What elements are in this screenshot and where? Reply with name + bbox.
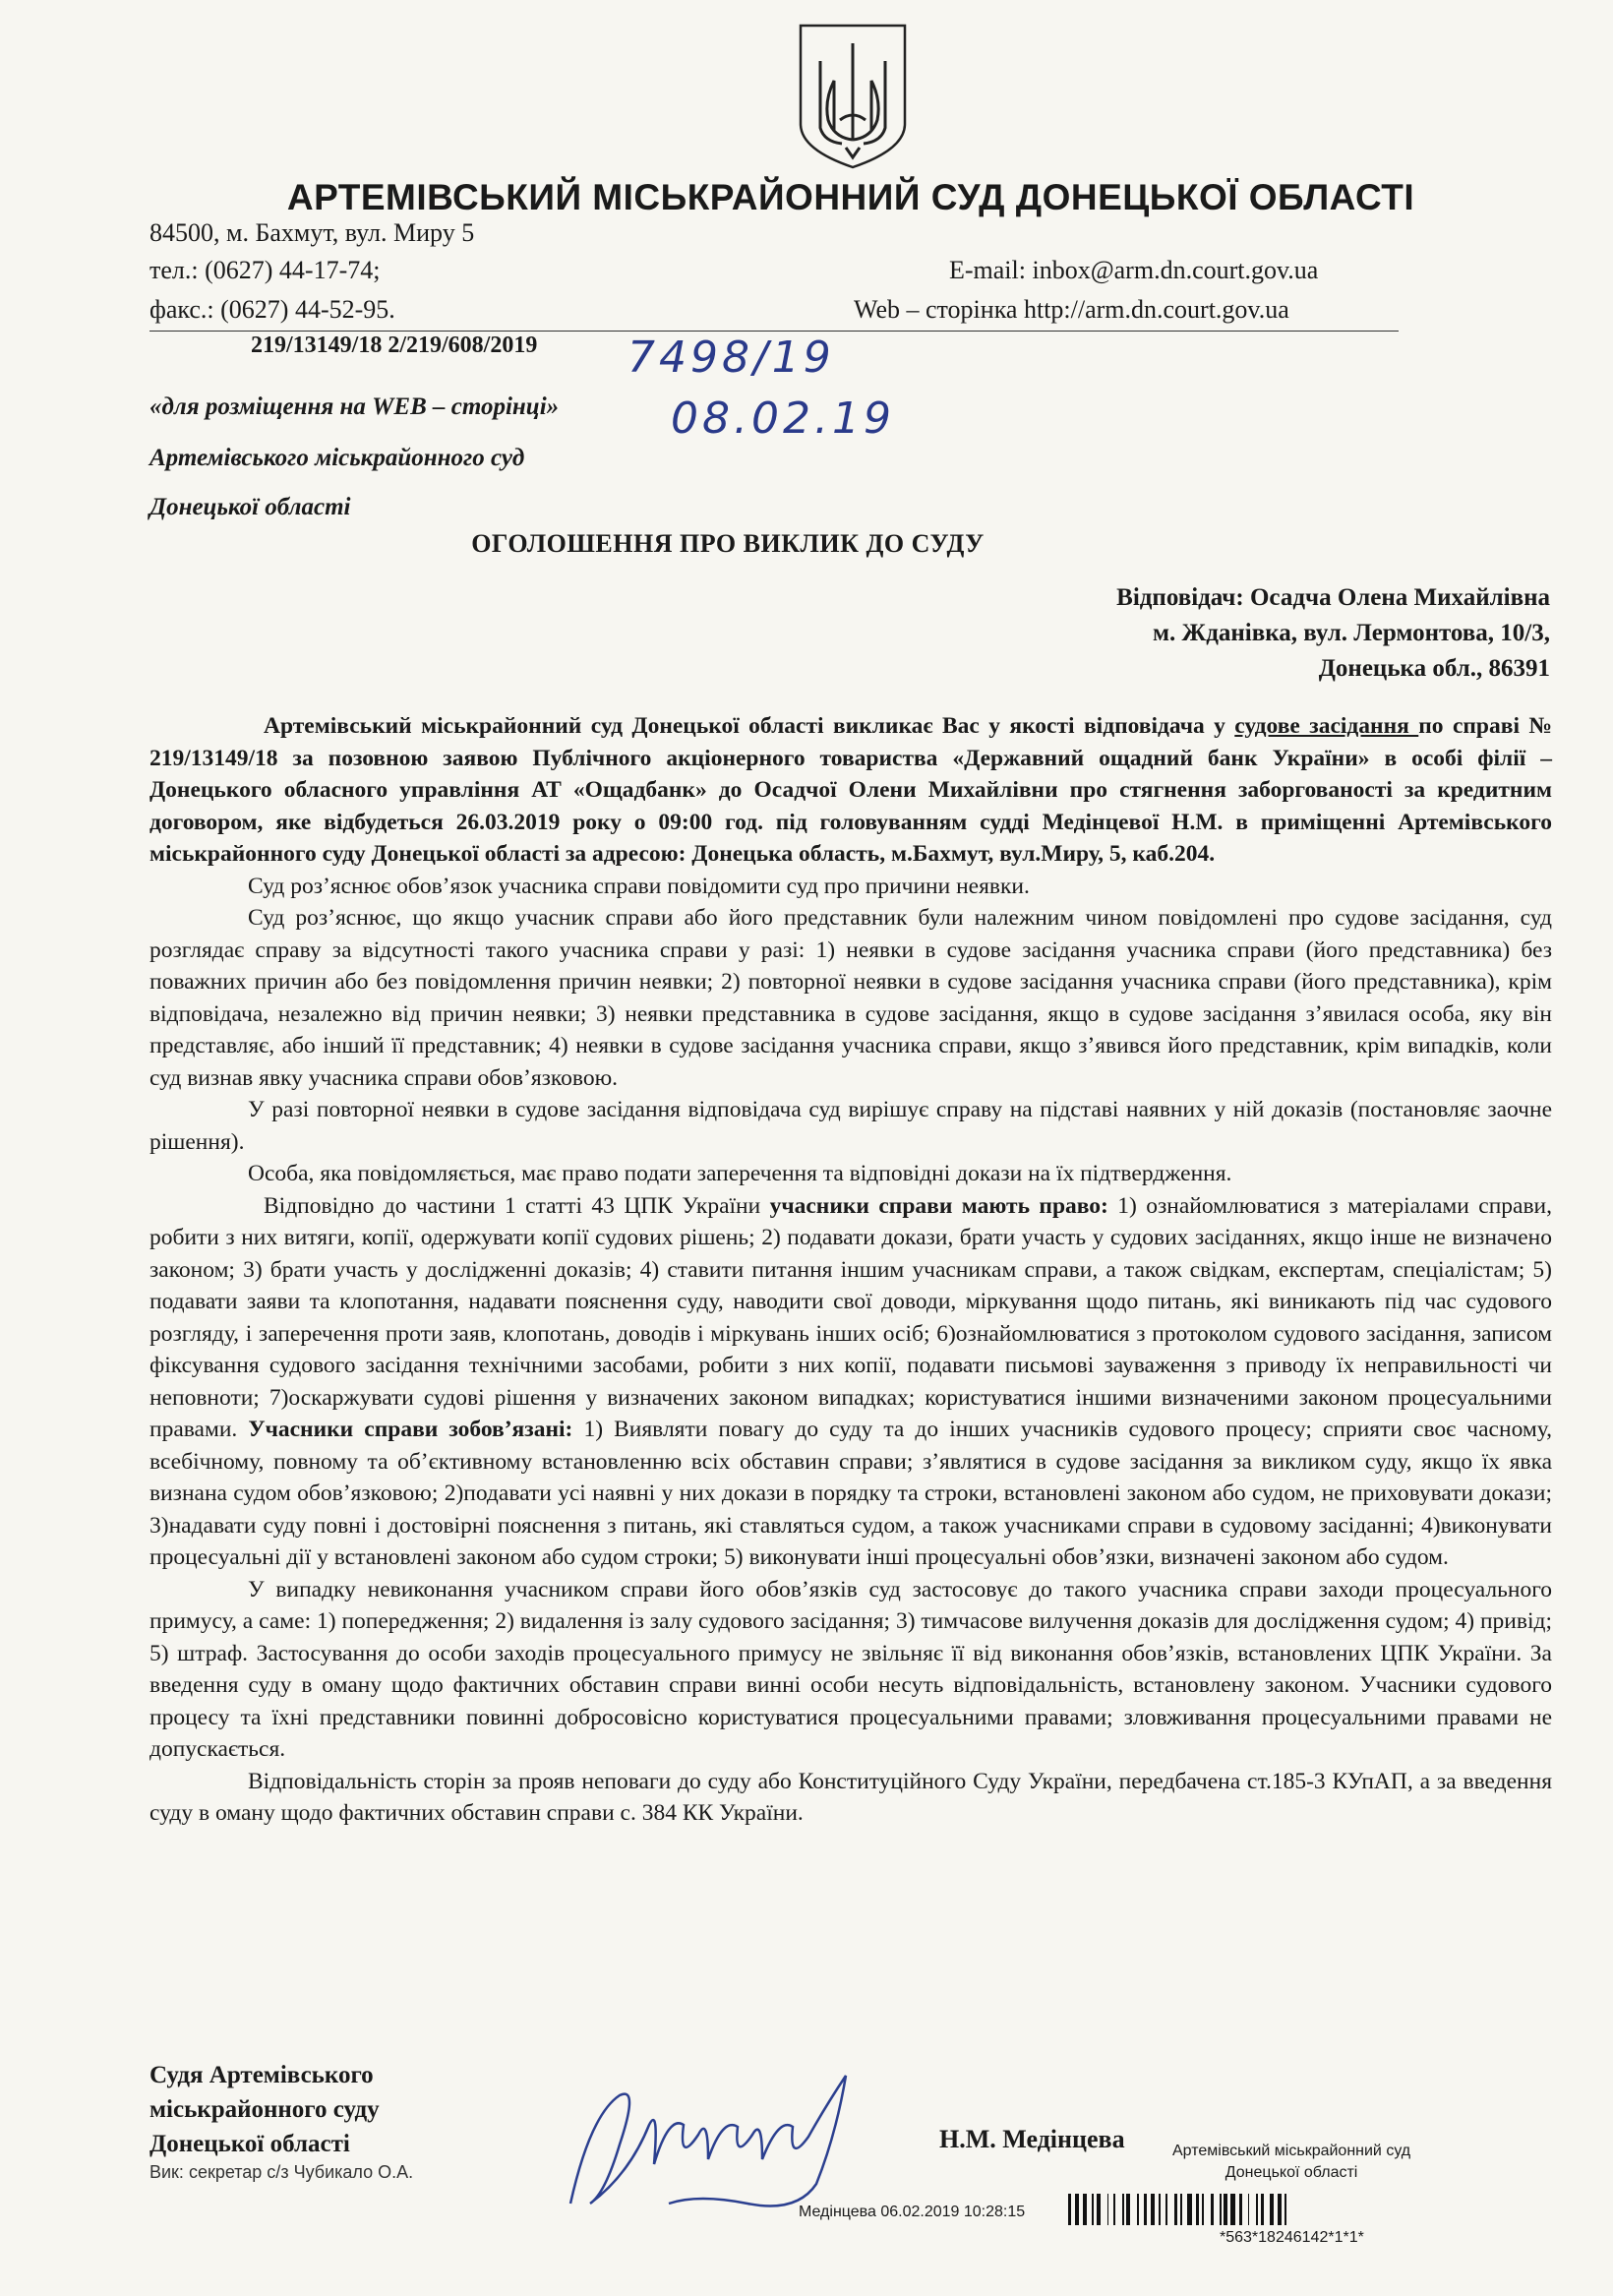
web-placement-note: «для розміщення на WEB – сторінці» (149, 393, 560, 420)
header-divider (149, 331, 1399, 332)
coercion-measures-paragraph: У випадку невиконання учасником справи його обов’язків суд застосовує до такого учасника справи заходи процесуального примусу, а саме: 1) попередження; 2) видалення із залу судового засідання; 3) тимчасове вилучення доказів для дослідження судом; 4) привід; 5) штраф. Застосування до особи заходів процесуального примусу не звільняє її від виконання обов’язків, встановлених ЦПК України. За введення суду в оману щодо фактичних обставин справи винні особи несуть відповідальність, встановлену законом. Учасники судового процесу та їхні представники повинні добросовісно користуватися процесуальними правами; зловживання процесуальними правами не допускається. (149, 1576, 1552, 1762)
e-stamp-court: Артемівський міськрайонний суд Донецької області (1172, 2143, 1411, 2181)
incoming-date-handwritten: 08.02.19 (671, 393, 895, 444)
summons-paragraph: Артемівський міськрайонний суд Донецької області викликає Вас у якості відповідача у судове засідання по справі № 219/13149/18 за позовною заявою Публічного акціонерного товариства «Державний ощадний банк України» в особі філії – Донецького обласного управління АТ «Ощадбанк» до Осадчої Олени Михайлівни про стягнення заборгованості за кредитним договором, яке відбудеться 26.03.2019 року о 09:00 год. під головуванням судді Медінцевої Н.М. в приміщенні Артемівського міськрайонного суду Донецької області за адресою: Донецька область, м.Бахмут, вул.Миру, 5, каб.204. (149, 713, 1553, 867)
web-placement-region: Донецької області (149, 494, 351, 520)
handwritten-signature-icon (551, 2056, 875, 2223)
incoming-number-handwritten: 7498/19 (627, 332, 835, 383)
court-phone: тел.: (0627) 44-17-74; (149, 256, 381, 284)
court-title: АРТЕМІВСЬКИЙ МІСЬКРАЙОННИЙ СУД ДОНЕЦЬКОЇ ОБЛАСТІ (286, 177, 1415, 217)
respondent-region: Донецька обл., 86391 (1318, 655, 1550, 682)
document-barcode-icon (1068, 2194, 1399, 2225)
repeat-absence-paragraph: У разі повторної неявки в судове засідання відповідача суд вирішує справу на підставі наявних у ній доказів (постановляє заочне рішення). (149, 1097, 1552, 1155)
judge-name: Н.М. Медінцева (939, 2125, 1125, 2153)
court-email: E-mail: inbox@arm.dn.court.gov.ua (949, 256, 1319, 284)
respondent-street: м. Жданівка, вул. Лермонтова, 10/3, (1152, 620, 1550, 646)
respondent-name: Відповідач: Осадча Олена Михайлівна (1116, 584, 1550, 611)
objection-right-paragraph: Особа, яка повідомляється, має право подати заперечення та відповідні докази на їх підтвердження. (248, 1161, 1232, 1186)
court-website: Web – сторінка http://arm.dn.court.gov.ua (854, 295, 1289, 324)
absence-duty-paragraph: Суд роз’яснює обов’язок учасника справи повідомити суд про причини неявки. (248, 873, 1030, 899)
absence-consequences-paragraph: Суд роз’яснює, що якщо учасник справи або його представник були належним чином повідомлені про судове засідання, суд розглядає справу за відсутності такого учасника справи у разі: 1) неявки в судове засідання учасника справи (його представника) без поважних причин або без повідомлення причин неявки; 2) повторної неявки в судове засідання учасника справи (його представника), крім відповідача, незалежно від причин неявки; 3) неявки представника в судове засідання, якщо в судове засідання з’явилася особа, яку він представляє, або інший її представник; 4) неявки в судове засідання учасника справи, якщо з’явився його представник, крім випадків, коли суд визнав явку учасника справи обов’язковою. (149, 905, 1552, 1091)
participant-rights-paragraph: Відповідно до частини 1 статті 43 ЦПК України учасники справи мають право: 1) ознайомлюватися з матеріалами справи, робити з них витяги, копії, одержувати копії судових рішень; 2) подавати докази, брати участь у судових засіданнях, якщо інше не визначено законом; 3) брати участь у дослідженні доказів; 4) ставити питання іншим учасникам справи, а також свідкам, експертам, спеціалістам; 5) подавати заяви та клопотання, надавати пояснення суду, наводити свої доводи, міркування щодо питань, які виникають під час судового розгляду, і заперечення проти заяв, клопотань, доводів і міркувань інших осіб; 6)ознайомлюватися з протоколом судового засідання, записом фіксування судового засідання технічними засобами, робити з них копії, подавати письмові зауваження з приводу їх неправильності чи неповноти; 7)оскаржувати судові рішення у визначених законом випадках; користуватися іншими визначеними законом процесуальними правами. Учасники справи зобов’язані: 1) Виявляти повагу до суду та до інших учасників судового процесу; сприяти своє часному, всебічному, повному та об’єктивному встановленню всіх обставин справи; з’являтися в судове засідання за викликом суду, якщо їх явка визнана судом обов’язковою; 2)подавати усі наявні у них докази в порядку та строки, встановлені законом або судом, не приховувати докази; 3)надавати суду повні і достовірні пояснення з питань, які ставляться судом, а також учасниками справи в судовому засіданні; 4)виконувати процесуальні дії у встановлені законом або судом строки; 5) виконувати інші процесуальні обов’язки, визначені законом або судом. (149, 1192, 1553, 1570)
judge-title: Судя Артемівського міськрайонного суду Донецької області (149, 2062, 380, 2157)
document-heading: ОГОЛОШЕННЯ ПРО ВИКЛИК ДО СУДУ (471, 529, 985, 558)
case-numbers: 219/13149/18 2/219/608/2019 (251, 332, 538, 358)
court-address: 84500, м. Бахмут, вул. Миру 5 (149, 218, 475, 247)
court-fax: факс.: (0627) 44-52-95. (149, 295, 395, 324)
barcode-number: *563*18246142*1*1* (1220, 2229, 1364, 2246)
e-stamp-timestamp: Медінцева 06.02.2019 10:28:15 (799, 2204, 1026, 2220)
web-placement-court: Артемівського міськрайонного суд (149, 445, 525, 471)
executor-note: Вик: секретар с/з Чубикало О.А. (149, 2162, 414, 2182)
ukraine-coat-of-arms-icon (795, 22, 911, 171)
liability-paragraph: Відповідальність сторін за прояв неповаги до суду або Конституційного Суду України, передбачена ст.185-3 КУпАП, а за введення суду в оману щодо фактичних обставин справи с. 384 КК України. (149, 1768, 1552, 1826)
notice-body (149, 710, 1552, 1830)
